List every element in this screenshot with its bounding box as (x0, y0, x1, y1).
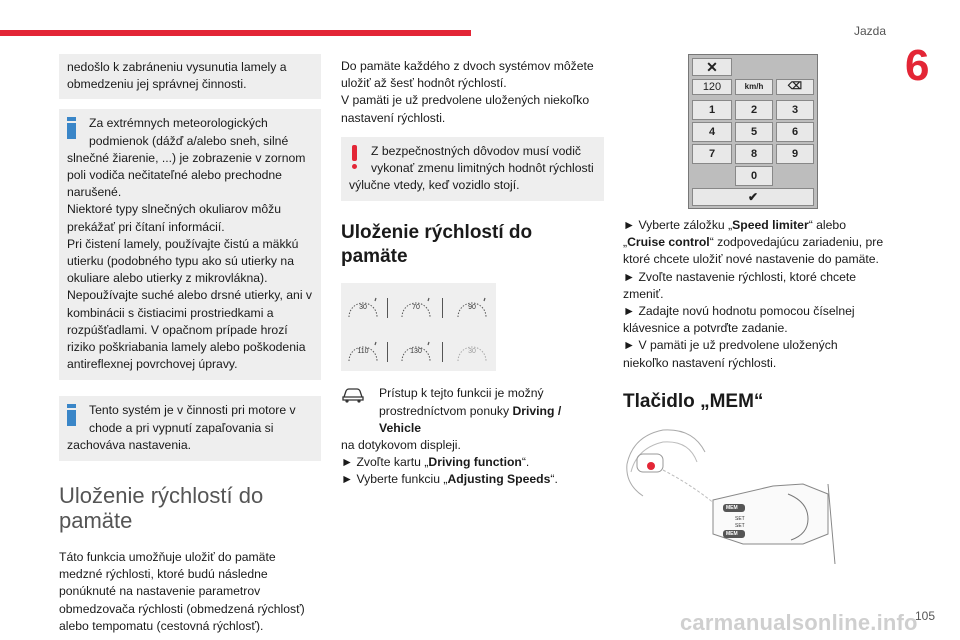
info-box-weather (59, 109, 321, 380)
steering-wheel-illustration (623, 424, 853, 554)
keypad-key: 0 (735, 166, 773, 186)
step-text: ► Vyberte funkciu „ (341, 472, 448, 487)
memory-paragraph: Do pamäte každého z dvoch systémov môžete uložiť až šesť hodnôt rýchlostí. (341, 59, 594, 91)
speed-memory-illustration (341, 283, 496, 371)
divider (442, 342, 443, 362)
divider (387, 342, 388, 362)
step-keyword: Driving function (428, 455, 522, 470)
steps-paragraph (623, 217, 885, 372)
info-text-rest: zachováva nastavenia. (67, 437, 191, 452)
confirm-key: ✔ (692, 188, 814, 206)
keypad-display: 120 (692, 79, 732, 95)
stalk-label-set-minus: SET (735, 522, 745, 529)
stalk-label-mem-top: MEM (726, 504, 738, 511)
step-text: “. (521, 455, 530, 470)
close-key: ✕ (692, 58, 732, 76)
keypad-key: 8 (735, 144, 773, 164)
column-right (623, 54, 885, 554)
note-box-continued (59, 54, 321, 99)
section-name: Jazda (853, 24, 886, 38)
keypad-key: 5 (735, 122, 773, 142)
warning-line-2: vykonať zmenu limitných hodnôt rýchlosti (371, 161, 594, 176)
speed-dial-inactive (454, 341, 490, 363)
car-icon (341, 387, 365, 403)
info-line-2: podmienok (dážď a/alebo sneh, silné (89, 133, 289, 148)
numeric-keypad-illustration (688, 54, 818, 209)
step-text: “ alebo „ (623, 218, 846, 250)
step-keyword: Cruise control (627, 235, 710, 250)
speed-dial (345, 341, 381, 363)
step-text: ► Zvoľte nastavenie rýchlosti, ktoré chcete zmeniť. (623, 269, 857, 301)
info-box-system (59, 396, 321, 461)
note-text: nedošlo k zabráneniu vysunutia lamely a obmedzeniu jej správnej činnosti. (67, 60, 287, 92)
dial-value: 110 (357, 348, 369, 356)
info-text-rest: slnečné žiarenie, ...) je zobrazenie v zornom poli vodiča nečitateľné alebo prechodne narušené. (67, 150, 306, 200)
info-line-2: chode a pri vypnutí zapaľovania si (89, 420, 274, 435)
dial-value: 70 (412, 304, 420, 312)
access-line-1: Prístup k tejto funkcii je možný (379, 386, 544, 401)
step-text: ► V pamäti je už predvolene uložených niekoľko nastavení rýchlosti. (623, 338, 838, 370)
dial-value: 90 (468, 304, 476, 312)
divider (387, 298, 388, 318)
speed-dial (398, 297, 434, 319)
access-text-rest: na dotykovom displeji. (341, 438, 461, 453)
keypad-key: 1 (692, 100, 732, 120)
keypad-key: 6 (776, 122, 814, 142)
dial-value: 30 (468, 348, 476, 356)
keypad-key: 3 (776, 100, 814, 120)
step-keyword: Speed limiter (732, 218, 809, 232)
column-left (59, 54, 321, 635)
step-keyword: Adjusting Speeds (447, 472, 551, 487)
access-paragraph (341, 385, 604, 488)
section-heading-bold: Uloženie rýchlostí do pamäte (341, 222, 533, 268)
keypad-key: 9 (776, 144, 814, 164)
warning-text-rest: výlučne vtedy, keď vozidlo stojí. (349, 178, 520, 193)
column-middle (341, 58, 604, 489)
steering-stalk-drawing (623, 424, 853, 564)
access-line-2: prostredníctvom ponuky (379, 403, 513, 418)
header-accent-bar (0, 30, 471, 36)
warning-icon (352, 145, 358, 169)
section-heading: Uloženie rýchlostí do pamäte (59, 483, 264, 534)
dial-value: 30 (359, 304, 367, 312)
chapter-number: 6 (905, 41, 930, 90)
divider (442, 298, 443, 318)
stalk-label-mem-bottom: MEM (726, 530, 738, 537)
info-text-sunglasses: Niektoré typy slnečných okuliarov môžu prekážať pri čítaní informácií. (67, 202, 282, 234)
info-icon (67, 404, 76, 426)
info-line-1: Za extrémnych meteorologických (89, 116, 268, 131)
step-text: ► Zadajte novú hodnotu pomocou číselnej klávesnice a potvrďte zadanie. (623, 304, 855, 336)
step-text: “. (550, 472, 558, 487)
info-text-cleaning: Pri čistení lamely, používajte čistú a mäkkú utierku (podobného typu ako sú utierky na okuliare alebo utierky z mikrovlákna). Nepoužívajte suché alebo drsné utierky, ani v kombinácii s čistiacimi prostriedkami a rozpúšťadlami. V opačnom prípade hrozí riziko poškriabania lamely alebo poškodenia antireflexnej povrchovej úpravy. (67, 236, 313, 372)
watermark: carmanualsonline.info (680, 610, 918, 635)
page-number: 105 (915, 609, 936, 623)
keypad-key: 7 (692, 144, 732, 164)
info-line-1: Tento systém je v činnosti pri motore v (89, 403, 296, 418)
warning-line-1: Z bezpečnostných dôvodov musí vodič (371, 143, 582, 158)
speed-dial (345, 297, 381, 319)
step-text: “ zodpovedajúcu zariadeniu, pre ktoré chcete uložiť nové nastavenie do pamäte. (623, 235, 884, 267)
warning-box (341, 137, 604, 202)
keypad-key: 2 (735, 100, 773, 120)
dial-value: 130 (410, 348, 422, 356)
menu-path: Driving / Vehicle (379, 403, 562, 435)
mem-heading: Tlačidlo „MEM“ (623, 390, 764, 412)
stalk-label-set-plus: SET (735, 515, 745, 522)
step-text: ► Vyberte záložku „ (623, 218, 733, 232)
keypad-key: 4 (692, 122, 732, 142)
speed-dial (398, 341, 434, 363)
intro-paragraph: Táto funkcia umožňuje uložiť do pamäte medzné rýchlosti, ktoré budú následne ponúknuté na nastavenie parametrov obmedzovača rýchlosti (obmedzená rýchlosť) alebo tempomatu (cestovná rýchlosť). (59, 550, 305, 633)
preset-paragraph: V pamäti je už predvolene uložených niekoľko nastavení rýchlosti. (341, 93, 590, 125)
unit-key: km/h (735, 79, 773, 95)
speed-dial (454, 297, 490, 319)
step-text: ► Zvoľte kartu „ (341, 455, 429, 470)
info-icon (67, 117, 76, 139)
backspace-key: ⌫ (776, 79, 814, 95)
